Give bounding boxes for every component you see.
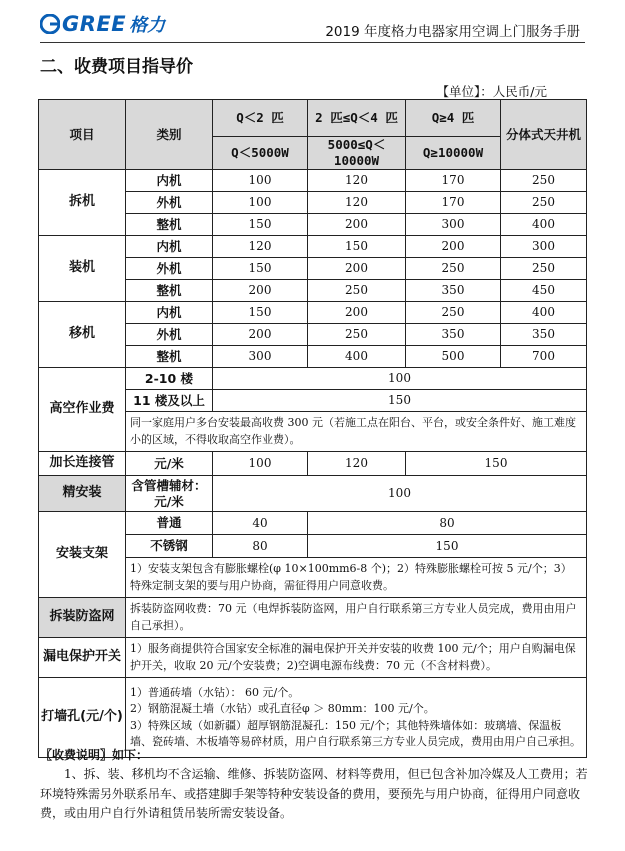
header-range-1-hp: Q＜2 匹 bbox=[213, 100, 308, 137]
price-cell: 150 bbox=[213, 390, 587, 412]
explanation-paragraph: 1、拆、装、移机均不含运输、维修、拆装防盗网、材料等费用，但已包含补加冷媒及人工费用；若环境特殊需另外联系吊车、或搭建脚手架等特种安装设备的费用，要预先与用户协商，征得用户同意收费，或由用户自行外请租赁吊装所需安装设备。 bbox=[40, 767, 588, 821]
category-cell: 外机 bbox=[126, 258, 213, 280]
price-cell: 400 bbox=[501, 214, 587, 236]
anti-theft-note: 拆装防盗网收费：70 元（电焊拆装防盗网，用户自行联系第三方专业人员完成，费用由用户自己承担）。 bbox=[126, 598, 587, 638]
category-cell: 内机 bbox=[126, 236, 213, 258]
brand-name: GREE bbox=[62, 12, 127, 36]
price-cell: 120 bbox=[308, 192, 406, 214]
header-category: 类别 bbox=[126, 100, 213, 170]
category-cell: 整机 bbox=[126, 280, 213, 302]
group-install: 装机 bbox=[39, 236, 126, 302]
bracket-note: 1）安装支架包含有膨胀螺栓(φ 10×100mm6-8 个)；2）特殊膨胀螺栓可按 5 元/个；3）特殊定制支架的要与用户协商，需征得用户同意收费。 bbox=[126, 558, 587, 598]
price-cell: 40 bbox=[213, 512, 308, 535]
manual-title: 2019 年度格力电器家用空调上门服务手册 bbox=[325, 24, 580, 40]
price-cell: 100 bbox=[213, 476, 587, 512]
explanation-heading: 〖收费说明〗如下： bbox=[40, 748, 149, 762]
category-cell: 整机 bbox=[126, 346, 213, 368]
group-high-altitude: 高空作业费 bbox=[39, 368, 126, 452]
price-cell: 100 bbox=[213, 452, 308, 476]
price-cell: 120 bbox=[213, 236, 308, 258]
price-cell: 500 bbox=[406, 346, 501, 368]
price-cell: 170 bbox=[406, 170, 501, 192]
header-range-1-w: Q＜5000W bbox=[213, 137, 308, 170]
price-cell: 250 bbox=[308, 280, 406, 302]
group-bracket: 安装支架 bbox=[39, 512, 126, 598]
price-cell: 100 bbox=[213, 368, 587, 390]
price-cell: 200 bbox=[406, 236, 501, 258]
price-cell: 150 bbox=[213, 214, 308, 236]
group-relocate: 移机 bbox=[39, 302, 126, 368]
price-cell: 350 bbox=[501, 324, 587, 346]
price-cell: 700 bbox=[501, 346, 587, 368]
group-wall-drilling: 打墙孔(元/个) bbox=[39, 678, 126, 758]
price-cell: 80 bbox=[213, 535, 308, 558]
price-cell: 200 bbox=[213, 324, 308, 346]
price-cell: 250 bbox=[308, 324, 406, 346]
category-cell: 元/米 bbox=[126, 452, 213, 476]
fee-explanation bbox=[40, 746, 588, 824]
price-cell: 150 bbox=[406, 452, 587, 476]
price-cell: 250 bbox=[406, 302, 501, 324]
category-cell: 2-10 楼 bbox=[126, 368, 213, 390]
price-cell: 250 bbox=[501, 192, 587, 214]
category-cell: 外机 bbox=[126, 192, 213, 214]
header-range-3-hp: Q≥4 匹 bbox=[406, 100, 501, 137]
price-cell: 200 bbox=[308, 302, 406, 324]
price-cell: 100 bbox=[213, 170, 308, 192]
drilling-note-line-1: 1）普通砖墙（水钻）： 60 元/个。 bbox=[130, 685, 300, 699]
leakage-note: 1）服务商提供符合国家安全标准的漏电保护开关并安装的收费 100 元/个；用户自购漏电保护开关，收取 20 元/个安装费；2)空调电源布线费：70 元（不含材料费）。 bbox=[126, 638, 587, 678]
price-cell: 250 bbox=[501, 170, 587, 192]
drilling-note-line-2: 2）钢筋混凝土墙（水钻）或孔直径φ ＞ 80mm：100 元/个。 bbox=[130, 702, 435, 715]
price-cell: 200 bbox=[308, 214, 406, 236]
group-pipe: 加长连接管 bbox=[39, 452, 126, 476]
price-cell: 250 bbox=[501, 258, 587, 280]
page-header bbox=[0, 0, 625, 46]
brand-name-cn: 格力 bbox=[129, 15, 166, 36]
header-divider bbox=[40, 42, 585, 43]
group-remove: 拆机 bbox=[39, 170, 126, 236]
price-cell: 300 bbox=[406, 214, 501, 236]
category-cell: 外机 bbox=[126, 324, 213, 346]
unit-label: 【单位】：人民币/元 bbox=[436, 84, 547, 99]
category-cell: 不锈钢 bbox=[126, 535, 213, 558]
category-cell: 内机 bbox=[126, 302, 213, 324]
category-cell: 普通 bbox=[126, 512, 213, 535]
price-cell: 250 bbox=[406, 258, 501, 280]
price-cell: 150 bbox=[213, 258, 308, 280]
header-item: 项目 bbox=[39, 100, 126, 170]
price-cell: 150 bbox=[308, 236, 406, 258]
price-cell: 120 bbox=[308, 452, 406, 476]
group-fine-install: 精安装 bbox=[39, 476, 126, 512]
price-cell: 350 bbox=[406, 280, 501, 302]
price-cell: 100 bbox=[213, 192, 308, 214]
category-cell: 含管槽辅材：元/米 bbox=[126, 476, 213, 512]
drilling-note-line-3: 3）特殊区域（如新疆）超厚钢筋混凝孔：150 元/个；其他特殊墙体如：玻璃墙、保温板墙、瓷砖墙、木板墙等易碎材质，用户自行联系第三方专业人员完成，费用由用户自己承担。 bbox=[130, 718, 581, 748]
header-ceiling: 分体式天井机 bbox=[501, 100, 587, 170]
price-cell: 80 bbox=[308, 512, 587, 535]
fee-table bbox=[38, 99, 587, 758]
gree-swirl-icon bbox=[40, 14, 60, 34]
price-cell: 170 bbox=[406, 192, 501, 214]
header-range-3-w: Q≥10000W bbox=[406, 137, 501, 170]
price-cell: 150 bbox=[308, 535, 587, 558]
category-cell: 11 楼及以上 bbox=[126, 390, 213, 412]
gree-logo bbox=[40, 12, 165, 36]
group-leakage-switch: 漏电保护开关 bbox=[39, 638, 126, 678]
price-cell: 150 bbox=[213, 302, 308, 324]
category-cell: 整机 bbox=[126, 214, 213, 236]
price-cell: 350 bbox=[406, 324, 501, 346]
price-cell: 400 bbox=[501, 302, 587, 324]
price-cell: 200 bbox=[213, 280, 308, 302]
category-cell: 内机 bbox=[126, 170, 213, 192]
price-cell: 450 bbox=[501, 280, 587, 302]
section-title: 二、收费项目指导价 bbox=[40, 57, 193, 77]
price-cell: 300 bbox=[501, 236, 587, 258]
header-range-2-w: 5000≤Q＜10000W bbox=[308, 137, 406, 170]
price-cell: 400 bbox=[308, 346, 406, 368]
price-cell: 120 bbox=[308, 170, 406, 192]
price-cell: 200 bbox=[308, 258, 406, 280]
header-range-2-hp: 2 匹≤Q＜4 匹 bbox=[308, 100, 406, 137]
high-altitude-note: 同一家庭用户多台安装最高收费 300 元（若施工点在阳台、平台，或安全条件好、施工难度小的区域，不得收取高空作业费）。 bbox=[126, 412, 587, 452]
price-cell: 300 bbox=[213, 346, 308, 368]
group-anti-theft-net: 拆装防盗网 bbox=[39, 598, 126, 638]
